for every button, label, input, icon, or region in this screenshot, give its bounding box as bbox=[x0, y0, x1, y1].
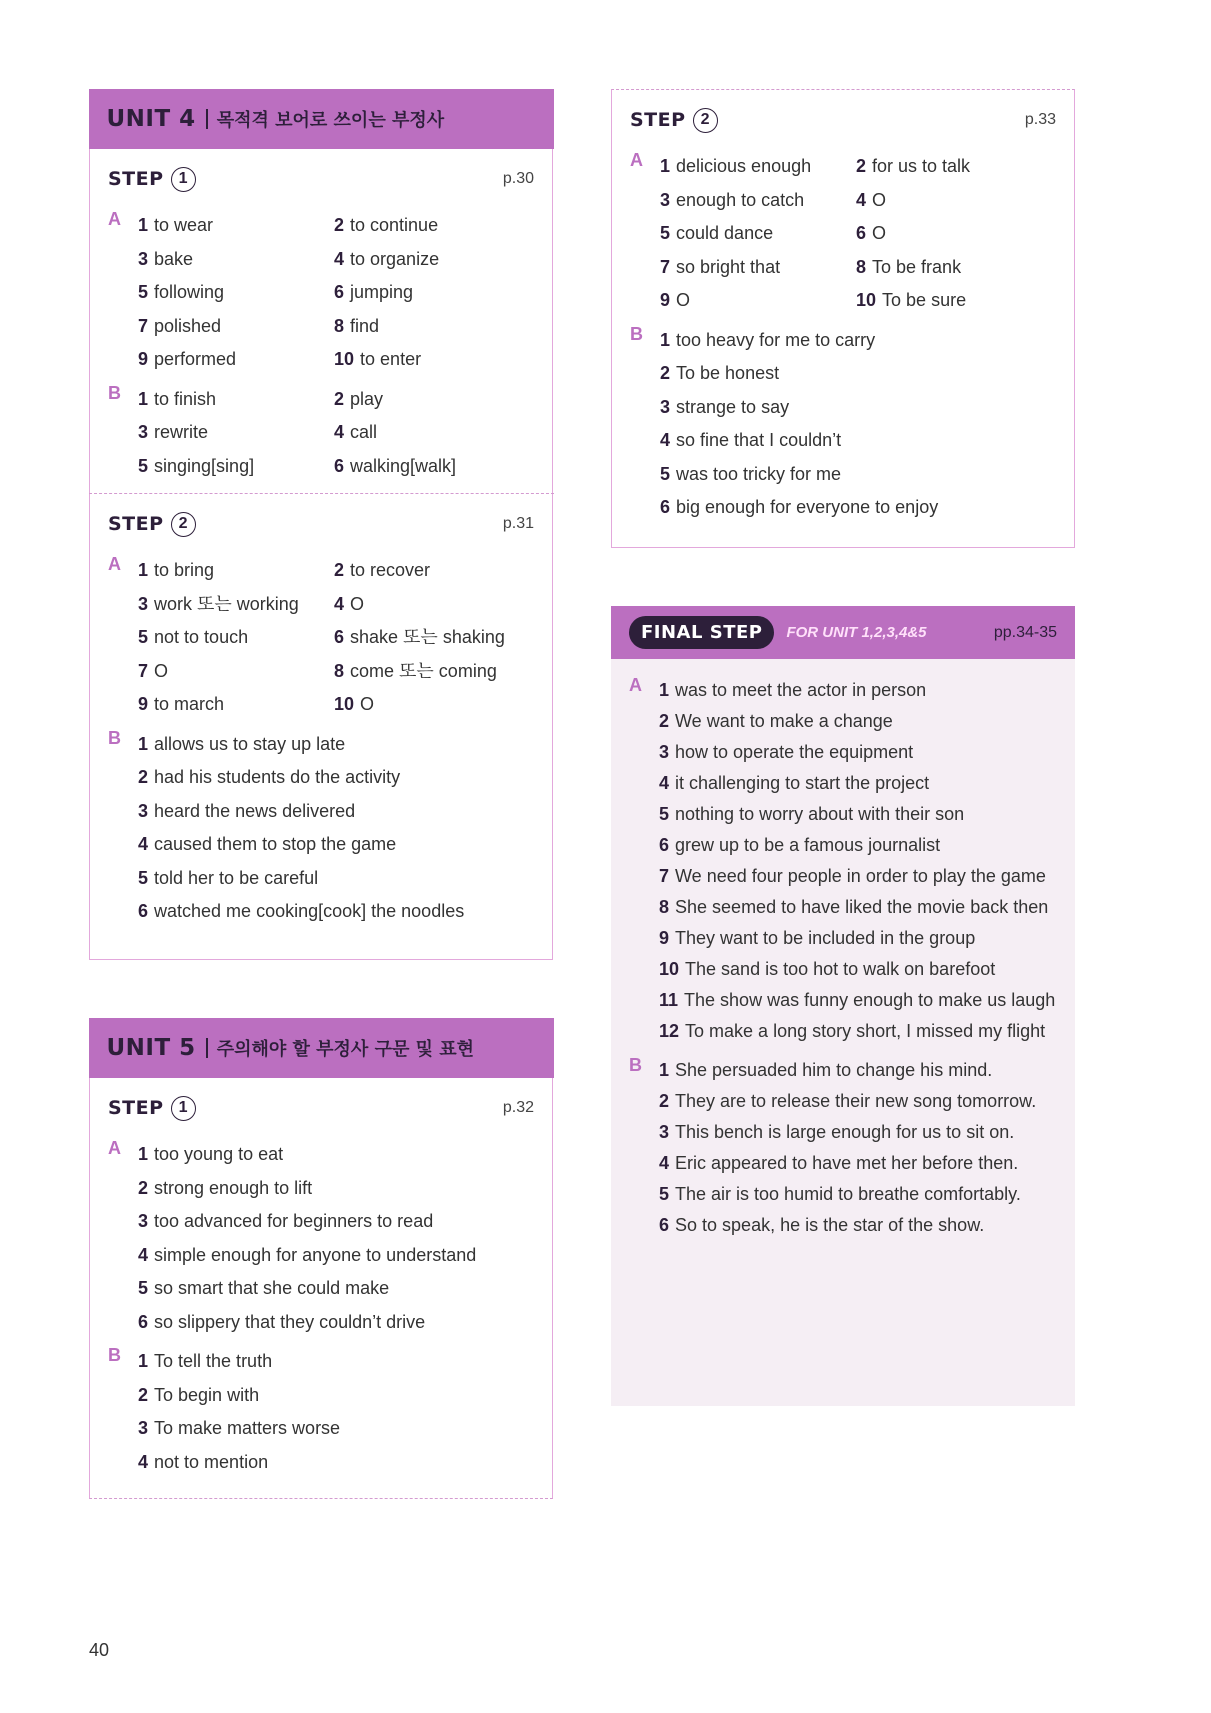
answer-number: 2 bbox=[138, 1384, 149, 1405]
group-letter: B bbox=[108, 727, 121, 748]
answer-group-b bbox=[611, 1055, 1075, 1241]
page-reference: p.33 bbox=[1024, 111, 1056, 128]
answer-item bbox=[138, 1272, 534, 1306]
answer-item bbox=[138, 1379, 534, 1413]
answer-item bbox=[138, 1306, 534, 1340]
answer-number: 12 bbox=[659, 1021, 680, 1041]
answer-group-a bbox=[90, 554, 552, 722]
answer-text: so smart that she could make bbox=[154, 1278, 390, 1298]
answer-item bbox=[334, 450, 534, 484]
group-letter: B bbox=[630, 323, 643, 344]
answer-item bbox=[334, 588, 534, 622]
answer-text: O bbox=[872, 189, 887, 210]
step-number-circle: 2 bbox=[171, 512, 196, 537]
answer-list bbox=[660, 150, 1056, 318]
answer-item bbox=[138, 761, 534, 795]
unit-label: UNIT 4 bbox=[106, 106, 196, 132]
group-letter: A bbox=[630, 150, 643, 170]
page-reference: p.32 bbox=[502, 1099, 534, 1116]
answer-number: 6 bbox=[138, 1311, 149, 1332]
unit-title: 목적격 보어로 쓰이는 부정사 bbox=[216, 110, 445, 131]
answer-text: polished bbox=[154, 315, 222, 336]
answer-item bbox=[138, 621, 334, 655]
answer-item bbox=[660, 184, 856, 218]
final-step-panel bbox=[611, 606, 1075, 1406]
answer-number: 5 bbox=[659, 1184, 670, 1204]
answer-item bbox=[138, 383, 334, 417]
answer-text: not to touch bbox=[154, 627, 249, 647]
answer-text: She seemed to have liked the movie back then bbox=[675, 897, 1049, 917]
answer-number: 6 bbox=[856, 223, 867, 243]
answer-number: 9 bbox=[660, 290, 671, 310]
answer-list bbox=[138, 554, 534, 722]
answer-item bbox=[334, 621, 534, 655]
answer-number: 2 bbox=[334, 388, 345, 409]
answer-item bbox=[659, 675, 1057, 706]
answer-item bbox=[659, 892, 1057, 923]
step-header bbox=[612, 90, 1074, 150]
answer-number: 7 bbox=[659, 866, 670, 886]
answer-text: to continue bbox=[350, 215, 439, 235]
answer-text: how to operate the equipment bbox=[675, 742, 914, 762]
answer-number: 7 bbox=[660, 256, 671, 277]
answer-number: 1 bbox=[660, 329, 671, 350]
answer-item bbox=[659, 923, 1057, 954]
answer-number: 4 bbox=[334, 248, 345, 269]
answer-item bbox=[660, 251, 856, 285]
answer-number: 3 bbox=[659, 1122, 670, 1142]
unit5-step1 bbox=[90, 1078, 552, 1479]
answer-text: to wear bbox=[154, 215, 214, 235]
answer-number: 4 bbox=[660, 430, 671, 450]
answer-item bbox=[334, 383, 534, 417]
answer-number: 4 bbox=[138, 1244, 149, 1265]
answer-number: 11 bbox=[659, 990, 679, 1010]
answer-item bbox=[138, 1138, 534, 1172]
answer-text: performed bbox=[154, 349, 237, 369]
answer-text: The show was funny enough to make us laugh bbox=[684, 990, 1056, 1010]
answer-number: 2 bbox=[659, 711, 670, 731]
answer-text: This bench is large enough for us to sit on. bbox=[675, 1122, 1015, 1142]
answer-item bbox=[659, 985, 1057, 1016]
answer-number: 1 bbox=[660, 156, 671, 176]
answer-text: We want to make a change bbox=[675, 711, 893, 731]
answer-text: shake 또는 shaking bbox=[350, 627, 505, 647]
answer-text: O bbox=[676, 290, 691, 310]
answer-number: 5 bbox=[138, 282, 149, 302]
page-reference: pp.34-35 bbox=[993, 623, 1057, 641]
group-letter: A bbox=[629, 675, 642, 695]
answer-number: 1 bbox=[138, 1351, 149, 1371]
answer-text: O bbox=[154, 660, 169, 681]
answer-item bbox=[660, 458, 1056, 492]
answer-number: 1 bbox=[138, 560, 149, 580]
answer-number: 10 bbox=[856, 290, 877, 310]
answer-number: 8 bbox=[856, 256, 867, 277]
answer-text: The air is too humid to breathe comfortably. bbox=[675, 1184, 1021, 1204]
answer-text: Eric appeared to have met her before then. bbox=[675, 1153, 1019, 1173]
unit-title: 주의해야 할 부정사 구문 및 표현 bbox=[216, 1039, 475, 1060]
answer-text: work 또는 working bbox=[154, 593, 299, 614]
answer-item bbox=[138, 209, 334, 243]
answer-text: strange to say bbox=[676, 396, 790, 417]
answer-text: to enter bbox=[360, 349, 422, 369]
answer-item bbox=[660, 491, 1056, 525]
group-letter: A bbox=[108, 1138, 121, 1158]
group-letter: B bbox=[108, 382, 121, 403]
unit-divider bbox=[206, 1038, 208, 1058]
answer-text: To begin with bbox=[154, 1384, 260, 1405]
answer-item bbox=[659, 1086, 1057, 1117]
step-label: STEP bbox=[108, 513, 164, 535]
unit5-step2-panel bbox=[611, 89, 1075, 548]
answer-number: 9 bbox=[138, 694, 149, 714]
answer-text: to recover bbox=[350, 560, 431, 580]
answer-text: singing[sing] bbox=[154, 455, 255, 476]
step-label: STEP bbox=[108, 1097, 164, 1119]
answer-item bbox=[660, 284, 856, 318]
answer-item bbox=[138, 1412, 534, 1446]
answer-number: 3 bbox=[138, 593, 149, 614]
answer-item bbox=[334, 209, 534, 243]
answer-number: 7 bbox=[138, 315, 149, 336]
answer-text: was too tricky for me bbox=[676, 463, 842, 484]
answer-number: 3 bbox=[660, 396, 671, 417]
answer-group-a bbox=[90, 209, 552, 377]
step-label: STEP bbox=[630, 109, 686, 131]
answer-text: too young to eat bbox=[154, 1144, 284, 1164]
answer-number: 3 bbox=[138, 422, 149, 442]
group-letter: B bbox=[629, 1055, 642, 1075]
unit4-step1 bbox=[90, 149, 552, 493]
answer-list bbox=[138, 1345, 534, 1479]
answer-number: 8 bbox=[659, 897, 670, 917]
final-step-units: FOR UNIT 1,2,3,4&5 bbox=[786, 624, 927, 641]
answer-number: 3 bbox=[138, 800, 149, 821]
answer-text: nothing to worry about with their son bbox=[675, 804, 965, 824]
answer-text: it challenging to start the project bbox=[675, 773, 930, 793]
answer-text: strong enough to lift bbox=[154, 1177, 313, 1198]
answer-number: 2 bbox=[660, 363, 671, 383]
answer-number: 6 bbox=[334, 627, 345, 647]
answer-number: 8 bbox=[334, 660, 345, 681]
answer-text: To be frank bbox=[872, 256, 962, 277]
answer-item bbox=[659, 706, 1057, 737]
answer-number: 3 bbox=[138, 1418, 149, 1438]
answer-item bbox=[334, 276, 534, 310]
answer-number: 6 bbox=[660, 497, 671, 517]
answer-text: To be honest bbox=[676, 363, 780, 383]
answer-list bbox=[659, 675, 1057, 1047]
answer-item bbox=[138, 343, 334, 377]
unit-divider bbox=[206, 109, 208, 129]
answer-text: We need four people in order to play the game bbox=[675, 866, 1046, 886]
answer-number: 10 bbox=[334, 349, 355, 369]
answer-item bbox=[334, 310, 534, 344]
unit-label: UNIT 5 bbox=[106, 1035, 196, 1061]
answer-number: 10 bbox=[659, 959, 680, 979]
answer-list bbox=[138, 209, 534, 377]
answer-item bbox=[660, 424, 1056, 458]
answer-number: 4 bbox=[138, 1451, 149, 1472]
answer-item bbox=[659, 830, 1057, 861]
answer-number: 9 bbox=[138, 349, 149, 369]
answer-item bbox=[856, 251, 1056, 285]
answer-number: 5 bbox=[138, 867, 149, 888]
answer-item bbox=[659, 799, 1057, 830]
answer-text: The sand is too hot to walk on barefoot bbox=[685, 959, 996, 979]
answer-text: so bright that bbox=[676, 256, 781, 277]
answer-number: 5 bbox=[138, 627, 149, 647]
answer-text: to bring bbox=[154, 560, 215, 580]
answer-item bbox=[334, 416, 534, 450]
answer-text: so slippery that they couldn’t drive bbox=[154, 1311, 426, 1332]
answer-text: play bbox=[350, 388, 384, 409]
answer-number: 6 bbox=[334, 282, 345, 302]
group-letter: B bbox=[108, 1345, 121, 1365]
answer-item bbox=[334, 243, 534, 277]
answer-number: 1 bbox=[138, 215, 149, 235]
answer-number: 5 bbox=[659, 804, 670, 824]
answer-item bbox=[660, 150, 856, 184]
answer-number: 6 bbox=[659, 1215, 670, 1235]
answer-number: 4 bbox=[659, 1153, 670, 1173]
answer-item bbox=[334, 688, 534, 722]
answer-item bbox=[138, 416, 334, 450]
answer-text: following bbox=[154, 282, 225, 302]
answer-item bbox=[138, 1205, 534, 1239]
answer-item bbox=[138, 450, 334, 484]
answer-number: 4 bbox=[334, 593, 345, 614]
answer-number: 1 bbox=[138, 1144, 149, 1164]
step-label: STEP bbox=[108, 168, 164, 190]
answer-text: O bbox=[350, 593, 365, 614]
unit4-panel bbox=[89, 89, 553, 960]
answer-number: 3 bbox=[659, 742, 670, 762]
answer-number: 5 bbox=[138, 1278, 149, 1298]
answer-item bbox=[660, 217, 856, 251]
answer-text: watched me cooking[cook] the noodles bbox=[154, 901, 465, 921]
answer-text: jumping bbox=[350, 282, 414, 302]
answer-text: allows us to stay up late bbox=[154, 733, 346, 754]
answer-item bbox=[138, 243, 334, 277]
answer-text: come 또는 coming bbox=[350, 660, 497, 681]
answer-text: O bbox=[360, 694, 375, 714]
final-step-header bbox=[611, 606, 1075, 659]
answer-group-b bbox=[90, 383, 552, 484]
answer-item bbox=[659, 768, 1057, 799]
answer-item bbox=[138, 688, 334, 722]
answer-item bbox=[659, 1117, 1057, 1148]
answer-list bbox=[138, 728, 534, 929]
answer-text: too advanced for beginners to read bbox=[154, 1211, 434, 1231]
answer-text: O bbox=[872, 223, 887, 243]
answer-text: rewrite bbox=[154, 422, 209, 442]
answer-item bbox=[659, 1055, 1057, 1086]
answer-item bbox=[138, 1345, 534, 1379]
answer-list bbox=[138, 1138, 534, 1339]
answer-text: To make a long story short, I missed my flight bbox=[685, 1021, 1046, 1041]
step-number-circle: 2 bbox=[693, 108, 718, 133]
answer-text: to finish bbox=[154, 388, 217, 409]
answer-number: 2 bbox=[334, 560, 345, 580]
answer-number: 3 bbox=[138, 248, 149, 269]
answer-number: 6 bbox=[659, 835, 670, 855]
answer-item bbox=[659, 1016, 1057, 1047]
answer-text: bake bbox=[154, 248, 194, 269]
answer-item bbox=[334, 655, 534, 689]
answer-text: grew up to be a famous journalist bbox=[675, 835, 941, 855]
answer-number: 9 bbox=[659, 928, 670, 948]
unit4-step2 bbox=[90, 494, 552, 929]
answer-group-b bbox=[90, 728, 552, 929]
final-step-badge: FINAL STEP bbox=[629, 616, 774, 649]
answer-group-a bbox=[612, 150, 1074, 318]
answer-item bbox=[856, 284, 1056, 318]
group-letter: A bbox=[108, 209, 121, 229]
answer-group-b bbox=[612, 324, 1074, 525]
answer-item bbox=[856, 150, 1056, 184]
step-number-circle: 1 bbox=[171, 1096, 196, 1121]
answer-text: To be sure bbox=[882, 290, 967, 310]
unit5-step2 bbox=[612, 90, 1074, 525]
answer-number: 2 bbox=[138, 1177, 149, 1198]
answer-text: simple enough for anyone to understand bbox=[154, 1244, 477, 1265]
answer-text: To make matters worse bbox=[154, 1418, 341, 1438]
answer-text: She persuaded him to change his mind. bbox=[675, 1060, 993, 1080]
answer-text: So to speak, he is the star of the show. bbox=[675, 1215, 985, 1235]
answer-list bbox=[138, 383, 534, 484]
answer-number: 1 bbox=[659, 680, 670, 700]
answer-number: 4 bbox=[856, 189, 867, 210]
answer-number: 1 bbox=[659, 1060, 670, 1080]
answer-item bbox=[334, 343, 534, 377]
answer-item bbox=[138, 795, 534, 829]
answer-item bbox=[138, 588, 334, 622]
answer-text: told her to be careful bbox=[154, 867, 319, 888]
answer-text: big enough for everyone to enjoy bbox=[676, 497, 939, 517]
answer-number: 4 bbox=[334, 422, 345, 442]
answer-item bbox=[138, 728, 534, 762]
answer-text: enough to catch bbox=[676, 189, 805, 210]
answer-number: 6 bbox=[138, 901, 149, 921]
answer-number: 8 bbox=[334, 315, 345, 336]
answer-item bbox=[659, 1148, 1057, 1179]
answer-list bbox=[659, 1055, 1057, 1241]
answer-text: for us to talk bbox=[872, 156, 971, 176]
answer-item bbox=[660, 324, 1056, 358]
page-number: 40 bbox=[89, 1640, 110, 1660]
answer-number: 5 bbox=[660, 463, 671, 484]
answer-text: so fine that I couldn’t bbox=[676, 430, 842, 450]
step-header bbox=[90, 1078, 552, 1138]
answer-number: 7 bbox=[138, 660, 149, 681]
answer-item bbox=[138, 310, 334, 344]
step-header bbox=[90, 494, 552, 554]
answer-text: to organize bbox=[350, 248, 440, 269]
answer-item bbox=[659, 954, 1057, 985]
answer-number: 6 bbox=[334, 455, 345, 476]
answer-text: They are to release their new song tomorrow. bbox=[675, 1091, 1037, 1111]
answer-number: 5 bbox=[660, 223, 671, 243]
answer-item bbox=[659, 1179, 1057, 1210]
answer-number: 2 bbox=[856, 156, 867, 176]
answer-number: 3 bbox=[660, 189, 671, 210]
answer-text: to march bbox=[154, 694, 225, 714]
answer-number: 1 bbox=[138, 733, 149, 754]
unit4-header bbox=[89, 89, 554, 149]
answer-text: walking[walk] bbox=[350, 455, 457, 476]
group-letter: A bbox=[108, 554, 121, 574]
answer-text: not to mention bbox=[154, 1451, 269, 1472]
answer-number: 1 bbox=[138, 388, 149, 409]
answer-text: heard the news delivered bbox=[154, 800, 356, 821]
answer-text: To tell the truth bbox=[154, 1351, 273, 1371]
answer-item bbox=[138, 1446, 534, 1480]
answer-text: find bbox=[350, 315, 380, 336]
answer-item bbox=[138, 1239, 534, 1273]
answer-group-a bbox=[611, 675, 1075, 1047]
answer-text: had his students do the activity bbox=[154, 767, 401, 787]
answer-item bbox=[138, 895, 534, 929]
answer-item bbox=[138, 828, 534, 862]
answer-item bbox=[138, 276, 334, 310]
answer-text: call bbox=[350, 422, 378, 442]
page-reference: p.30 bbox=[502, 170, 534, 187]
answer-text: They want to be included in the group bbox=[675, 928, 976, 948]
answer-item bbox=[334, 554, 534, 588]
answer-number: 4 bbox=[138, 834, 149, 854]
unit5-panel bbox=[89, 1018, 553, 1499]
answer-text: delicious enough bbox=[676, 156, 812, 176]
step-header bbox=[90, 149, 552, 209]
answer-number: 2 bbox=[138, 767, 149, 787]
answer-number: 2 bbox=[659, 1091, 670, 1111]
answer-item bbox=[138, 554, 334, 588]
answer-item bbox=[659, 737, 1057, 768]
answer-item bbox=[856, 184, 1056, 218]
unit5-header bbox=[89, 1018, 554, 1078]
answer-group-a bbox=[90, 1138, 552, 1339]
answer-text: was to meet the actor in person bbox=[675, 680, 927, 700]
answer-item bbox=[659, 861, 1057, 892]
answer-item bbox=[138, 1172, 534, 1206]
page-reference: p.31 bbox=[502, 515, 534, 532]
answer-number: 3 bbox=[138, 1211, 149, 1231]
answer-item bbox=[660, 391, 1056, 425]
answer-item bbox=[138, 862, 534, 896]
step-number-circle: 1 bbox=[171, 167, 196, 192]
answer-item bbox=[138, 655, 334, 689]
answer-item bbox=[856, 217, 1056, 251]
answer-number: 4 bbox=[659, 773, 670, 793]
answer-text: too heavy for me to carry bbox=[676, 329, 876, 350]
answer-number: 5 bbox=[138, 455, 149, 476]
answer-text: could dance bbox=[676, 223, 774, 243]
answer-text: caused them to stop the game bbox=[154, 834, 397, 854]
answer-item bbox=[659, 1210, 1057, 1241]
answer-number: 10 bbox=[334, 694, 355, 714]
answer-group-b bbox=[90, 1345, 552, 1479]
answer-list bbox=[660, 324, 1056, 525]
answer-number: 2 bbox=[334, 215, 345, 235]
answer-item bbox=[660, 357, 1056, 391]
